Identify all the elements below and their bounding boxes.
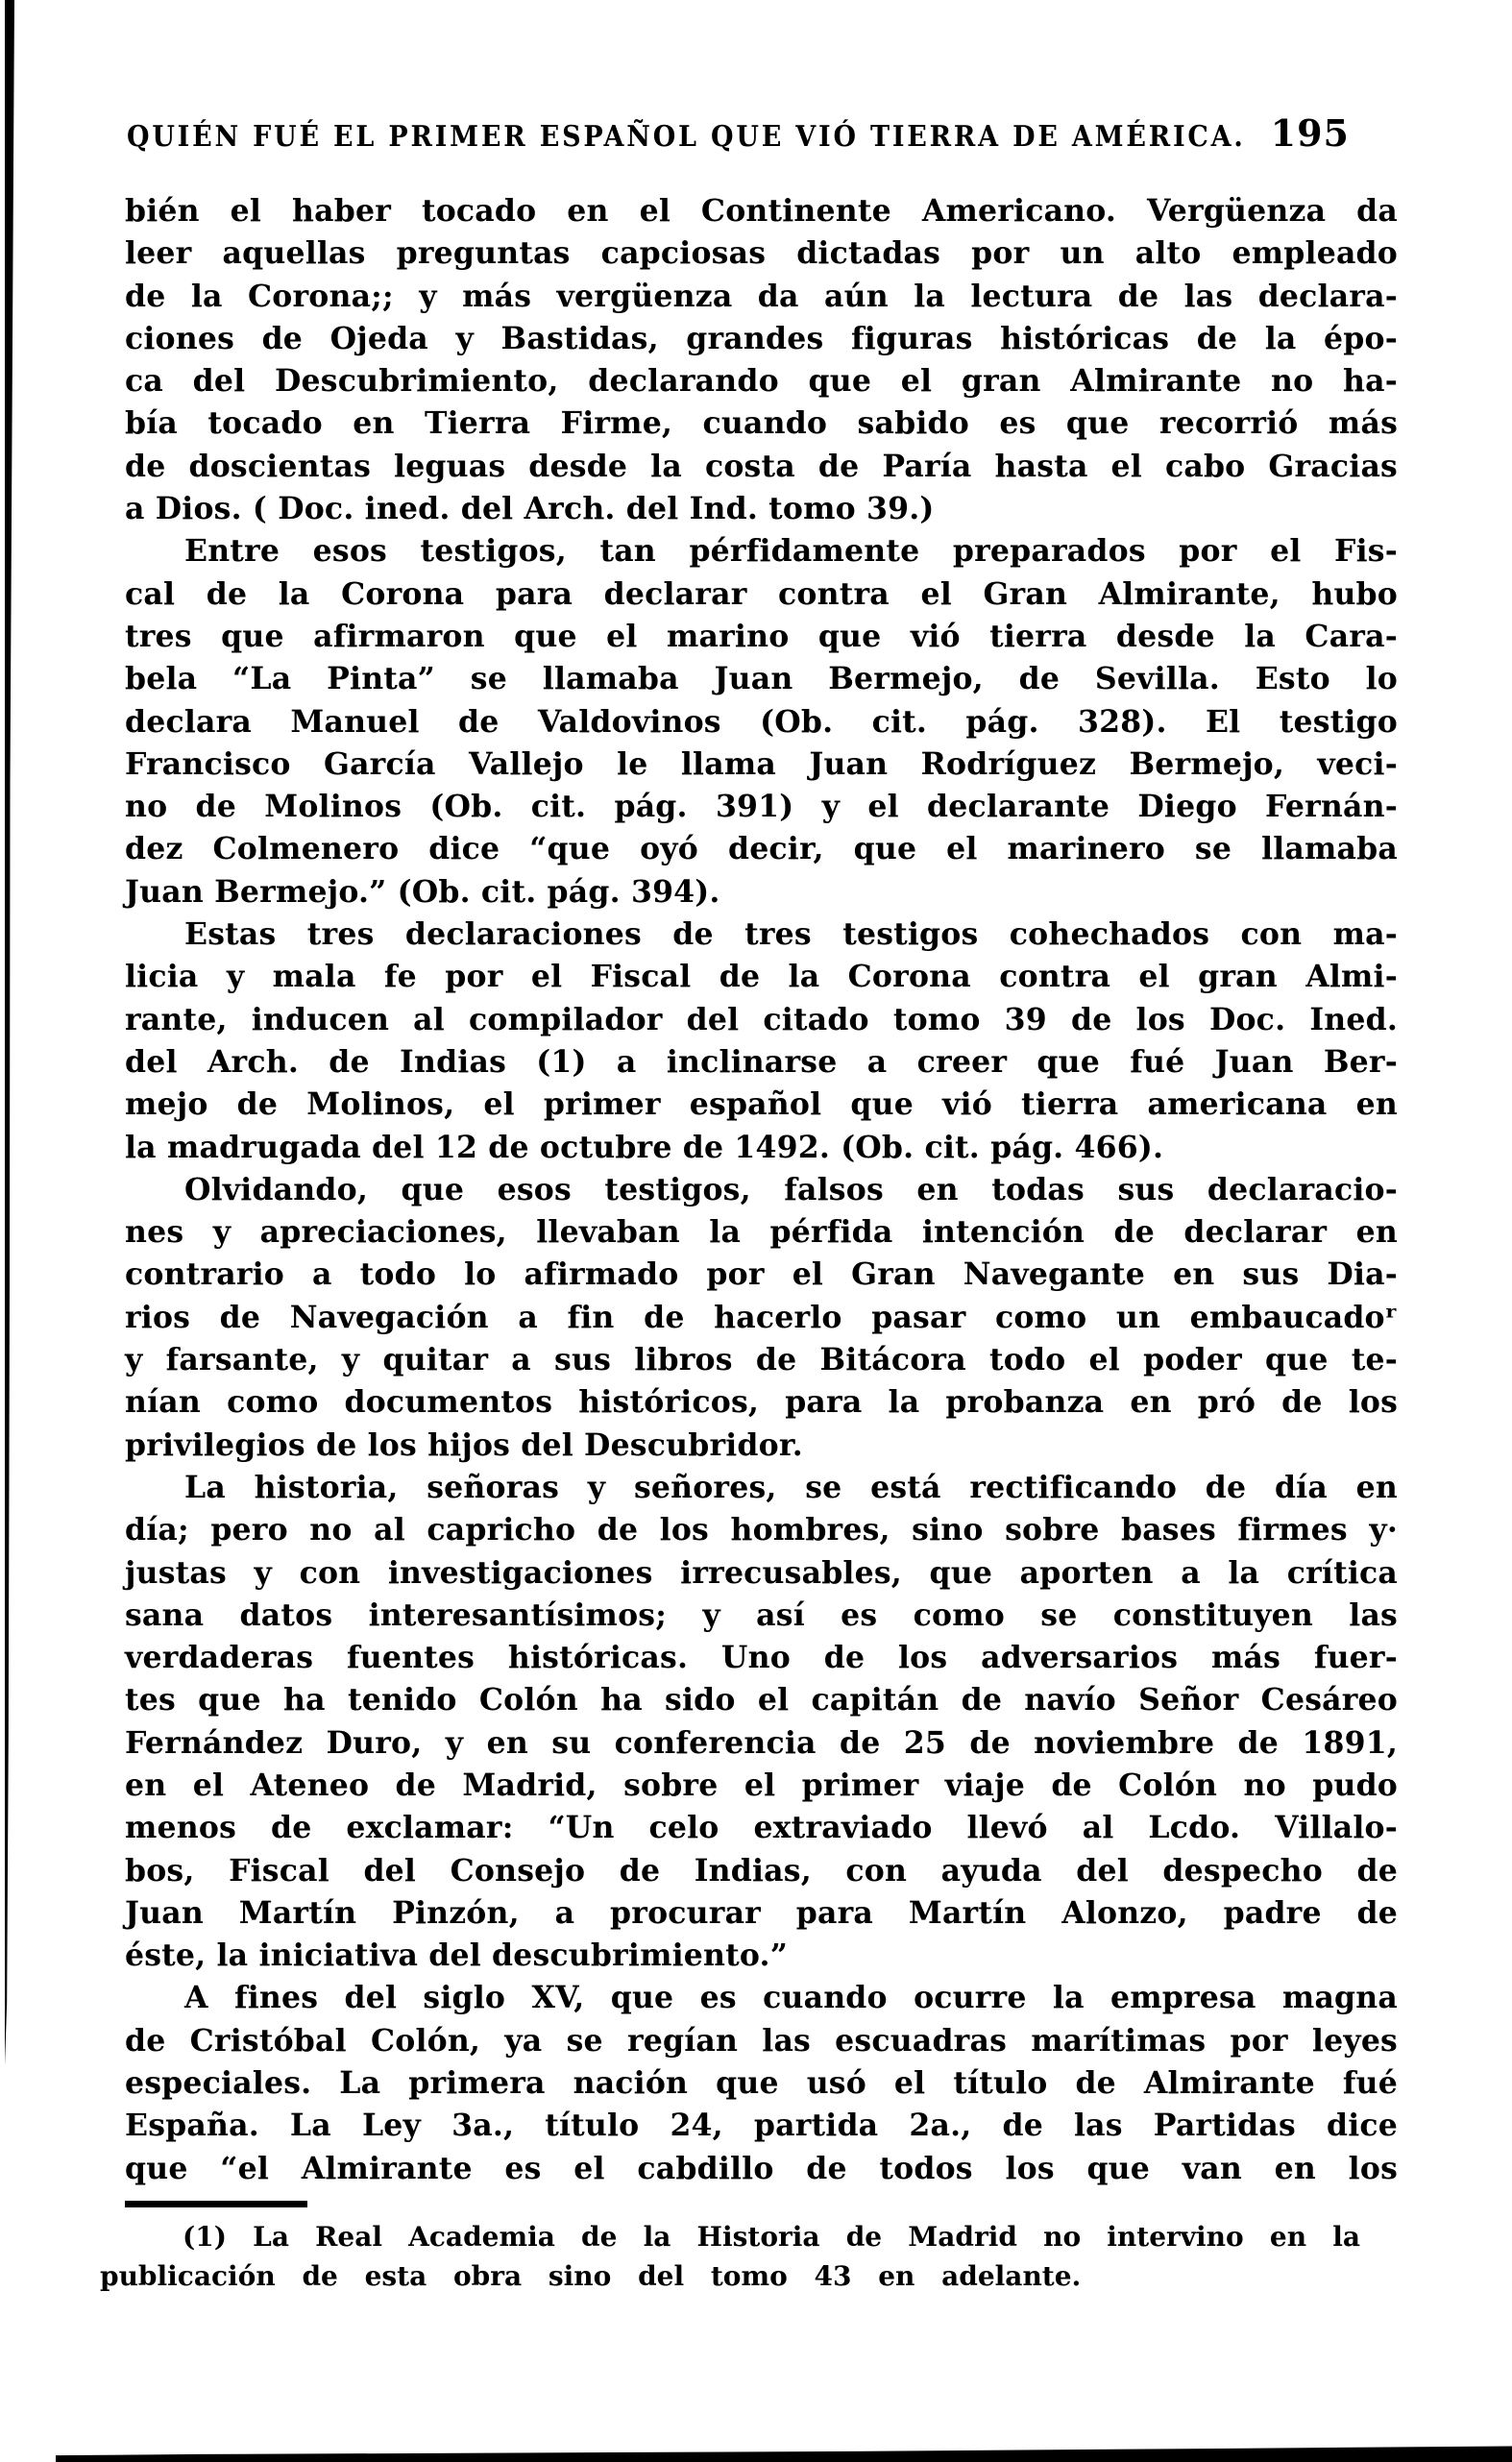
body-text-line: Juan Bermejo.” (Ob. cit. pág. 394). (125, 873, 720, 910)
body-text-line: contrario a todo lo afirmado por el Gran Navegante en sus Dia- (125, 1256, 1398, 1293)
body-text-line: dez Colmenero dice “que oyó decir, que el marinero se llamaba (125, 831, 1398, 867)
body-text-line: en el Ateneo de Madrid, sobre el primer viaje de Colón no pudo (125, 1767, 1398, 1803)
body-text-line: A fines del siglo XV, que es cuando ocurre la empresa magna (184, 1980, 1398, 2016)
body-text-line: de doscientas leguas desde la costa de Paría hasta el cabo Gracias (125, 448, 1398, 484)
body-text (125, 190, 1398, 2190)
footnote-line-1: (1) La Real Academia de la Historia de Madrid no intervino en la (183, 2221, 1360, 2253)
scan-edge-artifact-left (5, 0, 14, 2065)
body-text-line: de Cristóbal Colón, ya se regían las escuadras marítimas por leyes (125, 2022, 1398, 2059)
body-text-line: Olvidando, que esos testigos, falsos en todas sus declaracio- (184, 1171, 1398, 1207)
body-text-line: tes que ha tenido Colón ha sido el capitán de navío Señor Cesáreo (125, 1682, 1398, 1719)
body-text-line: Entre esos testigos, tan pérfidamente preparados por el Fis- (184, 533, 1398, 570)
running-header-title: QUIÉN FUÉ EL PRIMER ESPAÑOL QUE VIÓ TIERRA DE AMÉRICA. (127, 120, 1246, 154)
body-text-line: la madrugada del 12 de octubre de 1492. (Ob. cit. pág. 466). (125, 1129, 1164, 1165)
body-text-line: La historia, señoras y señores, se está rectificando de día en (184, 1469, 1398, 1505)
body-text-line: éste, la iniciativa del descubrimiento.” (125, 1938, 789, 1974)
footnote-line-2: publicación de esta obra sino del tomo 43 en adelante. (100, 2260, 1082, 2292)
body-text-line: bía tocado en Tierra Firme, cuando sabido es que recorrió más (125, 405, 1398, 442)
body-text-line: mejo de Molinos, el primer español que vió tierra americana en (125, 1086, 1398, 1123)
body-text-line: que “el Almirante es el cabdillo de todos los que van en los (125, 2150, 1398, 2186)
body-text-line: no de Molinos (Ob. cit. pág. 391) y el declarante Diego Fernán- (125, 789, 1398, 825)
body-text-line: leer aquellas preguntas capciosas dictadas por un alto empleado (125, 235, 1398, 272)
body-text-line: Estas tres declaraciones de tres testigos cohechados con ma- (184, 916, 1398, 953)
body-text-line: sana datos interesantísimos; y así es como se constituyen las (125, 1597, 1398, 1633)
body-text-line: Francisco García Vallejo le llama Juan Rodríguez Bermejo, veci- (125, 745, 1398, 782)
body-text-line: rios de Navegación a fin de hacerlo pasar como un embaucadoʳ (125, 1299, 1398, 1335)
body-text-line: bién el haber tocado en el Continente Americano. Vergüenza da (125, 193, 1398, 229)
body-text-line: declara Manuel de Valdovinos (Ob. cit. pág. 328). El testigo (125, 703, 1398, 740)
body-text-line: Juan Martín Pinzón, a procurar para Martín Alonzo, padre de (125, 1894, 1398, 1931)
body-text-line: ca del Descubrimiento, declarando que el gran Almirante no ha- (125, 363, 1398, 400)
body-text-line: verdaderas fuentes históricas. Uno de los adversarios más fuer- (125, 1640, 1398, 1676)
body-text-line: justas y con investigaciones irrecusables, que aporten a la crítica (125, 1554, 1398, 1591)
body-text-line: privilegios de los hijos del Descubridor. (125, 1426, 803, 1463)
body-text-line: bos, Fiscal del Consejo de Indias, con ayuda del despecho de (125, 1852, 1398, 1889)
footnote (100, 2217, 1360, 2296)
body-text-line: nían como documentos históricos, para la probanza en pró de los (125, 1384, 1398, 1421)
footnote-separator (125, 2201, 307, 2207)
body-text-line: licia y mala fe por el Fiscal de la Corona contra el gran Almi- (125, 959, 1398, 995)
body-text-line: del Arch. de Indias (1) a inclinarse a creer que fué Juan Ber- (125, 1043, 1398, 1080)
body-text-line: de la Corona;; y más vergüenza da aún la lectura de las declara- (125, 278, 1398, 314)
body-text-line: especiales. La primera nación que usó el título de Almirante fué (125, 2065, 1398, 2102)
body-text-line: ciones de Ojeda y Bastidas, grandes figuras históricas de la épo- (125, 320, 1398, 356)
body-text-line: nes y apreciaciones, llevaban la pérfida intención de declarar en (125, 1214, 1398, 1251)
body-text-line: día; pero no al capricho de los hombres, sino sobre bases firmes y· (125, 1512, 1398, 1548)
body-text-line: y farsante, y quitar a sus libros de Bitácora todo el poder que te- (125, 1342, 1398, 1378)
body-text-line: tres que afirmaron que el marino que vió tierra desde la Cara- (125, 618, 1398, 654)
running-header (127, 111, 1350, 155)
body-text-line: bela “La Pinta” se llamaba Juan Bermejo, de Sevilla. Esto lo (125, 661, 1398, 697)
page-number: 195 (1270, 111, 1350, 155)
scan-edge-artifact-bottom (56, 2445, 1512, 2462)
body-text-line: Fernández Duro, y en su conferencia de 25 de noviembre de 1891, (125, 1724, 1398, 1761)
body-text-line: cal de la Corona para declarar contra el Gran Almirante, hubo (125, 575, 1398, 612)
body-text-line: España. La Ley 3a., título 24, partida 2a., de las Partidas dice (125, 2108, 1398, 2144)
body-text-line: rante, inducen al compilador del citado tomo 39 de los Doc. Ined. (125, 1001, 1398, 1037)
body-text-line: menos de exclamar: “Un celo extraviado llevó al Lcdo. Villalo- (125, 1810, 1398, 1846)
body-text-line: a Dios. ( Doc. ined. del Arch. del Ind. tomo 39.) (125, 491, 935, 527)
